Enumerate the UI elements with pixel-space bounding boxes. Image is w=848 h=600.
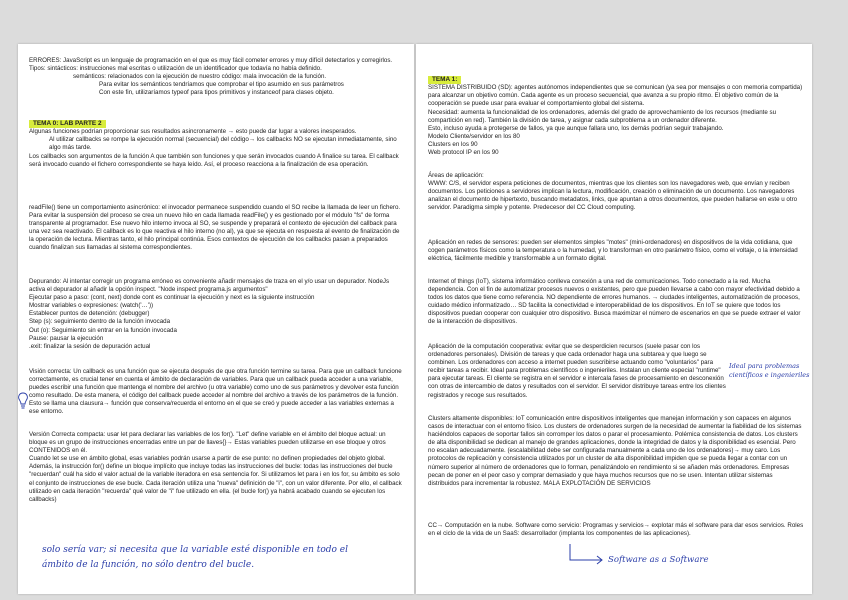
callbacks-section bbox=[29, 120, 405, 169]
paragraph: Clusters altamente disponibles: IoT comunicación entre dispositivos inteligentes que manejan información y son capaces en algunos casos de interactuar con el entorno físico. Los clusters de ordenadores surgen de la necesidad de aumentar la fiabilidad de los sistemas haciéndolos capaces de soportar fallos sin corromper los datos o parar el procesamiento. Polémica consistencia de datos. Los clusters de alta disponibilidad se dedican al manejo de grandes aplicaciones, donde la integridad de datos y la disponibilidad es esencial. Pero no escalan adecuadamente. (escalabilidad debe ser configurada manualmente a cada uno de los ordenadores)→ muy caro. Los protocolos de replicación y consistencia utilizados por un cluster de alta disponibilidad impiden que se pueda llegar a contar con un número superior al número de ordenadores que lo forman, penalizándolo en rendimiento si se añaden más ordenadores. Empresas pecan de poner en el peor caso y comprar demasiado y que haya muchos recursos que no se usen. Intentan utilizar sistemas distribuidos para incrementar la robustez. MALA EXPLOTACIÓN DE SERVICIOS bbox=[428, 415, 802, 487]
paragraph: Aplicación de la computación cooperativa: evitar que se desperdicien recursos (suele pasar con los ordenadores personales). División de tareas y que cada ordenador haga una subtarea y que luego se combinen. Los ordenadores con acceso a internet pueden suscribirse actuando como "voluntarios" para recibir tareas a recibir. Ideal para problemas científicos o ingenieriles. Instalan un cliente especial "runtime" para ejecutar tareas. El cliente se registra en el servidor e intercala fases de procesamiento en desconexión con otras de intercambio de datos y resultados con el servidor. El servidor distribuye tareas entre los clientes registrados y recoge sus resultados. bbox=[428, 343, 726, 399]
margin-note-line: científicos e ingenieriles bbox=[729, 371, 810, 379]
paragraph: WWW: C/S, el servidor espera peticiones de documentos, mientras que los clientes son los navegadores web, que envían y reciben documentos. Los peticiones a servidores implican la lectura, modificación, creación o eliminación de un documento. Los navegadores analizan el documento de hipertexto, buscando metadatos, links, que apuntan a otros documentos, que pueden hallarse en este u otro servidor. Paradigma simple y potente. Predecesor del CC Cloud computing. bbox=[428, 180, 798, 212]
arrow-note: Software as a Software bbox=[608, 555, 709, 565]
paragraph: Versión Correcta compacta: usar let para declarar las variables de los for(). "Let" define variable en el ámbito del bloque actual: un bloque es un grupo de instrucciones encerradas entre un par de llaves{}→ Estas variables pueden utilizarse en ese bloque y otros CONTENIDOS en él. bbox=[29, 431, 386, 455]
arrow-icon bbox=[566, 544, 606, 568]
errores-line: ERRORES: JavaScript es un lenguaje de programación en el que es muy fácil cometer errores y muy difícil detectarlos y corregirlos. bbox=[29, 57, 393, 64]
margin-note-line: Ideal para problemas bbox=[729, 362, 800, 370]
paragraph: Aplicación en redes de sensores: pueden ser elementos simples "motes" (mini-ordenadores) en dispositivos de la vida cotidiana, que cogen parámetros físicos como la temperatura o la humedad, y lo transforman en otro parámetro físico, como el voltaje, o la intensidad eléctrica, fácilmente medible y transformable a un formato digital. bbox=[428, 239, 798, 263]
page-right bbox=[416, 44, 812, 594]
margin-note bbox=[729, 362, 809, 380]
handwritten-note bbox=[42, 543, 348, 573]
errores-section bbox=[29, 57, 405, 97]
clusters-section bbox=[428, 415, 804, 488]
paragraph: Internet of things (IoT), sistema informático conlleva conexión a una red de comunicaciones. Todo conectado a la red. Mucha dependencia. Con el fin de automatizar procesos nuevos o existentes, pero que pueden llevarse a cabo con mayor efectividad debido a todos los datos que tiene como referencia. NO dependiente de errores humanos. → ciudades inteligentes, automatización de procesos, cuidado médico informatizado… SD facilita la conectividad e interoperabilidad de los dispositivos. En IoT se quiere que todos los dispositivos puedan cooperar con cualquier otro dispositivo. Busca maximizar el número de escenarios en que se puede extraer el valor de la interacción de dispositivos. bbox=[428, 278, 801, 326]
page-left bbox=[18, 44, 414, 594]
areas-section bbox=[428, 172, 804, 212]
paragraph: CC→ Computación en la nube. Software como servicio: Programas y servicios→ explotar más el software para dar esos servicios. Roles en el ciclo de la vida de un SaaS: desarrollador (implanta los componentes de las aplicaciones). bbox=[428, 522, 804, 538]
errores-line: Tipos: sintácticos: instrucciones mal escritas o utilización de un identificador que todavía no había definido. bbox=[29, 65, 322, 73]
list-item: Clusters en los 90 bbox=[428, 140, 478, 148]
list-item: Establecer puntos de detención: (debugger) bbox=[29, 310, 150, 318]
section-heading: Áreas de aplicación: bbox=[428, 172, 484, 179]
section-tag: TEMA 0: LAB PARTE 2 bbox=[29, 120, 106, 128]
list-item: Pause: pausar la ejecución bbox=[29, 334, 104, 342]
iot-section bbox=[428, 278, 804, 327]
sensores-section bbox=[428, 239, 804, 263]
paragraph: Esto, incluso ayuda a protegerse de fallos, ya que aunque fallara uno, los demás podrían seguir trabajando. bbox=[428, 124, 724, 132]
vision-correcta-section bbox=[29, 368, 405, 417]
paragraph: Depurando: Al intentar corregir un programa erróneo es conveniente añadir mensajes de traza en el y/o usar un depurador. NodeJs activa el depurador al añadir la opción inspect. "Node inspect programa.js argumentos" bbox=[29, 278, 390, 294]
list-item: Modelo Cliente/servidor en los 80 bbox=[428, 132, 520, 140]
errores-line: Para evitar los semánticos tendríamos que comprobar el tipo asumido en sus parámetros bbox=[99, 81, 344, 89]
paragraph: Al utilizar callbacks se rompe la ejecución normal (secuencial) del código→ los callbacks NO se ejecutan inmediatamente, sino algo más tarde. bbox=[49, 136, 397, 152]
cc-section bbox=[428, 522, 804, 538]
list-item: Out (o): Seguimiento sin entrar en la función invocada bbox=[29, 326, 177, 334]
cooperativa-section bbox=[428, 343, 728, 400]
list-item: Ejecutar paso a paso: (cont, next) donde cont es continuar la ejecución y next es la siguiente instrucción bbox=[29, 294, 315, 302]
paragraph: Cuando let se use en ámbito global, esas variables podrán usarse a partir de ese punto: no definen propiedades del objeto global. bbox=[29, 455, 386, 463]
paragraph: Visión correcta: Un callback es una función que se ejecuta después de que otra función termine su tarea. Para que un callback funcione correctamente, es crucial tener en cuenta el ámbito de declaración de variables. Para que un callback pueda acceder a una variable, puedes escribir una función que mantenga el nombre del archivo (u otra variable) como uno de sus parámetros y devolver esta función como resultado. De esta manera, el código del callback puede acceder al nombre del archivo a través de los parámetros de la función. Esto se llama una clausura→ función que conserva/recuerda el entorno en el que se creó y puede acceder a las variables externas a ese entorno. bbox=[29, 368, 402, 416]
paragraph: Algunas funciones podrían proporcionar sus resultados asincronamente → esto puede dar lugar a valores inesperados. bbox=[29, 128, 357, 136]
errores-line: Con este fin, utilizaríamos typeof para tipos primitivos y instanceof para clases objeto. bbox=[99, 89, 334, 97]
list-item: Mostrar variables o expresiones: (watch('…')) bbox=[29, 302, 154, 310]
list-item: Step (s): seguimiento dentro de la función invocada bbox=[29, 318, 171, 326]
paragraph: Los callbacks son argumentos de la función A que también son funciones y que serán invocados cuando A finalice su tarea. El callback será invocado cuando el fichero correspondiente se haya leído. Así, el proceso reacciona a la finalización de esa operación. bbox=[29, 152, 399, 168]
paragraph: Necesidad: aumenta la funcionalidad de los ordenadores, además del grado de aprovechamiento de los recursos (mediante su compartición en red). También la división de tarea, y asignar cada subproblema a un ordenador diferente. bbox=[428, 108, 777, 124]
version-compacta-section bbox=[29, 431, 405, 504]
errores-line: semánticos: relacionados con la ejecución de nuestro código: mala invocación de la función. bbox=[73, 73, 327, 81]
readfile-section bbox=[29, 204, 405, 253]
list-item: Web protocol IP en los 90 bbox=[428, 149, 499, 157]
section-tag: TEMA 1: bbox=[428, 76, 461, 84]
paragraph: Además, la instrucción for() define un bloque implícito que incluye todas las instrucciones del bucle: todas las instrucciones del bucle "recuerdan" cuál ha sido el valor actual de la variable iteradora en esa sentencia for. Si utilizamos let para i en los for, su ámbito es solo el conjunto de instrucciones de ese bucle. Cada iteración utiliza una "nueva" definición de "i", con un valor diferente. Por ello, el callback utilizado en cada iteración "recuerda" qué valor de "i" fue utilizado en ella. (el bucle for() ya habrá acabado cuando se ejecuten los callbacks) bbox=[29, 463, 402, 503]
paragraph: readFile() tiene un comportamiento asincrónico: el invocador permanece suspendido cuando el SO recibe la llamada de leer un fichero. Para evitar la suspensión del proceso se crea un nuevo hilo en cada llamada readFile() y es gestionado por el módulo "fs" de forma transparente al programador. Ese nuevo hilo interno invoca al SO, se suspende y preparará el contexto de ejecución del callback para una vez sea reactivado. El callback es lo que reactiva el hilo interno (no al), ya que se ejecuta en respuesta al evento de finalización de la operación de lectura. Mientras tanto, el hilo principal continúa. Esos contextos de ejecución de los callbacks pasan a preparados cuando finalizan sus llamadas al sistema correspondientes. bbox=[29, 204, 401, 252]
depurando-section bbox=[29, 278, 405, 351]
list-item: .exit: finalizar la sesión de depuración actual bbox=[29, 342, 151, 350]
handwritten-line: ámbito de la función, no sólo dentro del bucle. bbox=[42, 560, 255, 570]
paragraph: SISTEMA DISTRIBUIDO (SD): agentes autónomos independientes que se comunican (ya sea por mensajes o con memoria compartida) para alcanzar un objetivo común. Cada agente es un proceso secuencial, que avanza a su propio ritmo. El objetivo común de la cooperación se puede usar para evaluar el comportamiento global del sistema. bbox=[428, 84, 803, 108]
sistema-distribuido-section bbox=[428, 76, 804, 157]
handwritten-line: solo sería var; si necesita que la variable esté disponible en todo el bbox=[42, 545, 349, 555]
